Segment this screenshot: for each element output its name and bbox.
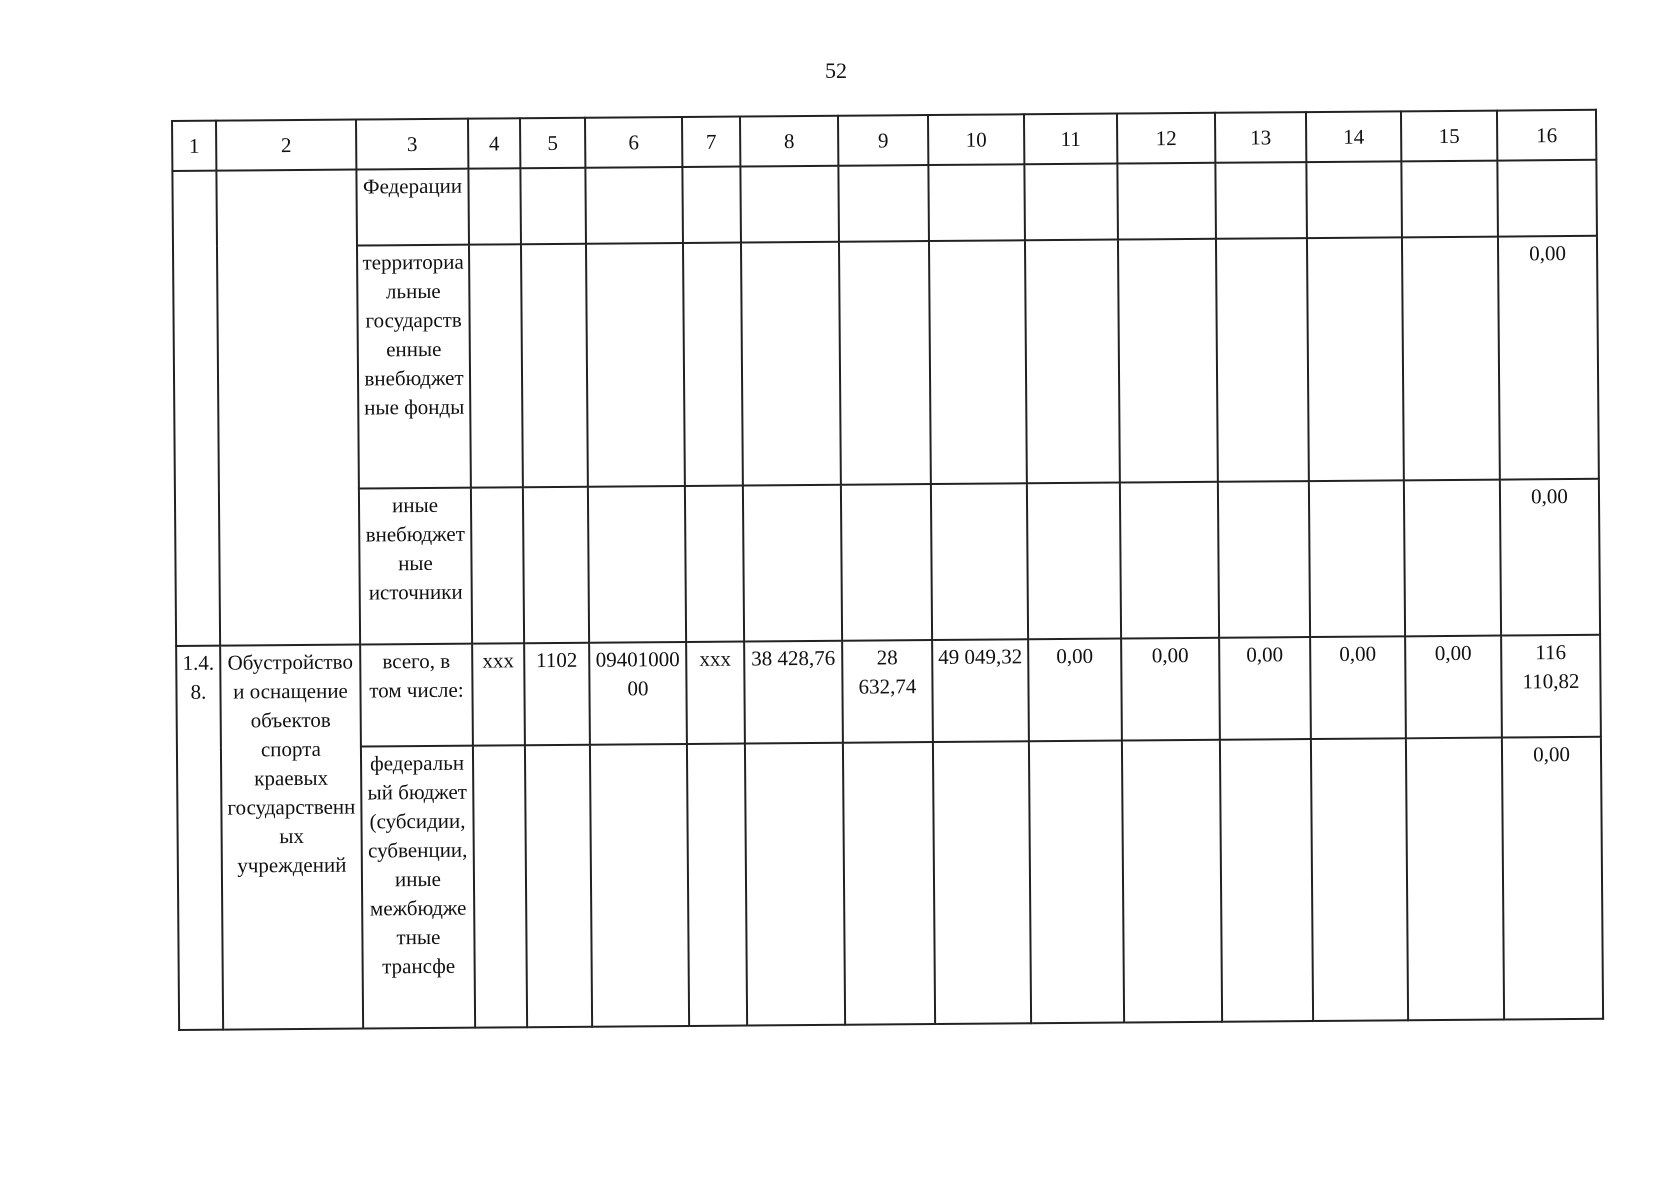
header-cell: 3 [356,119,468,170]
header-cell: 11 [1024,114,1117,165]
budget-table [171,109,1604,1031]
value-cell: ххх [686,642,745,744]
source-cell: федеральный бюджет (субсидии, субвенции, иные межбюджетные трансфе [361,746,475,1029]
header-cell: 4 [468,118,520,168]
header-cell: 15 [1401,111,1497,162]
header-cell: 16 [1497,110,1596,161]
item-name: Обустройство и оснащение объектов спорта краевых государственных учреждений [220,645,363,1030]
value-cell: ххх [472,643,525,745]
value-cell: 49 049,32 [932,639,1029,742]
header-cell: 1 [172,121,216,171]
table-row-item [176,635,1601,748]
table-row-territorial [173,236,1599,490]
value-cell: 0940100000 [589,642,687,745]
source-cell: иные внебюджетные источники [359,488,472,645]
value-cell: 0,00 [1502,737,1603,1020]
name-cell-empty [216,170,360,646]
header-cell: 14 [1306,111,1401,162]
value-cell: 1102 [524,643,590,746]
value-cell: 0,00 [1310,636,1406,739]
header-cell: 2 [216,120,356,171]
table-row-federal [177,737,1603,1030]
value-cell: 0,00 [1121,638,1220,741]
value-cell: 28 632,74 [842,640,933,743]
source-cell: территориальные государственные внебюджетные фонды [357,245,471,489]
value-cell: 0,00 [1405,636,1502,739]
page-number: 52 [825,58,847,83]
source-cell: всего, в том числе: [360,644,473,747]
header-cell: 13 [1215,112,1306,163]
header-cell: 7 [682,117,740,167]
header-cell: 10 [928,114,1024,165]
header-cell: 8 [740,116,838,167]
header-cell: 9 [838,115,928,166]
value-cell: 0,00 [1219,637,1311,740]
value-cell: 0,00 [1500,479,1600,636]
item-index: 1.4.8. [176,646,223,1030]
header-cell: 6 [585,117,682,168]
value-cell: 0,00 [1028,639,1122,742]
value-cell: 116 110,82 [1501,635,1601,738]
table-row-federation [172,160,1597,247]
value-cell: 38 428,76 [744,641,843,744]
source-cell: Федерации [356,169,469,246]
index-cell-empty [172,171,220,646]
header-cell: 5 [520,118,585,169]
header-cell: 12 [1117,113,1215,164]
table-row-other [175,479,1600,646]
value-cell: 0,00 [1498,236,1599,480]
